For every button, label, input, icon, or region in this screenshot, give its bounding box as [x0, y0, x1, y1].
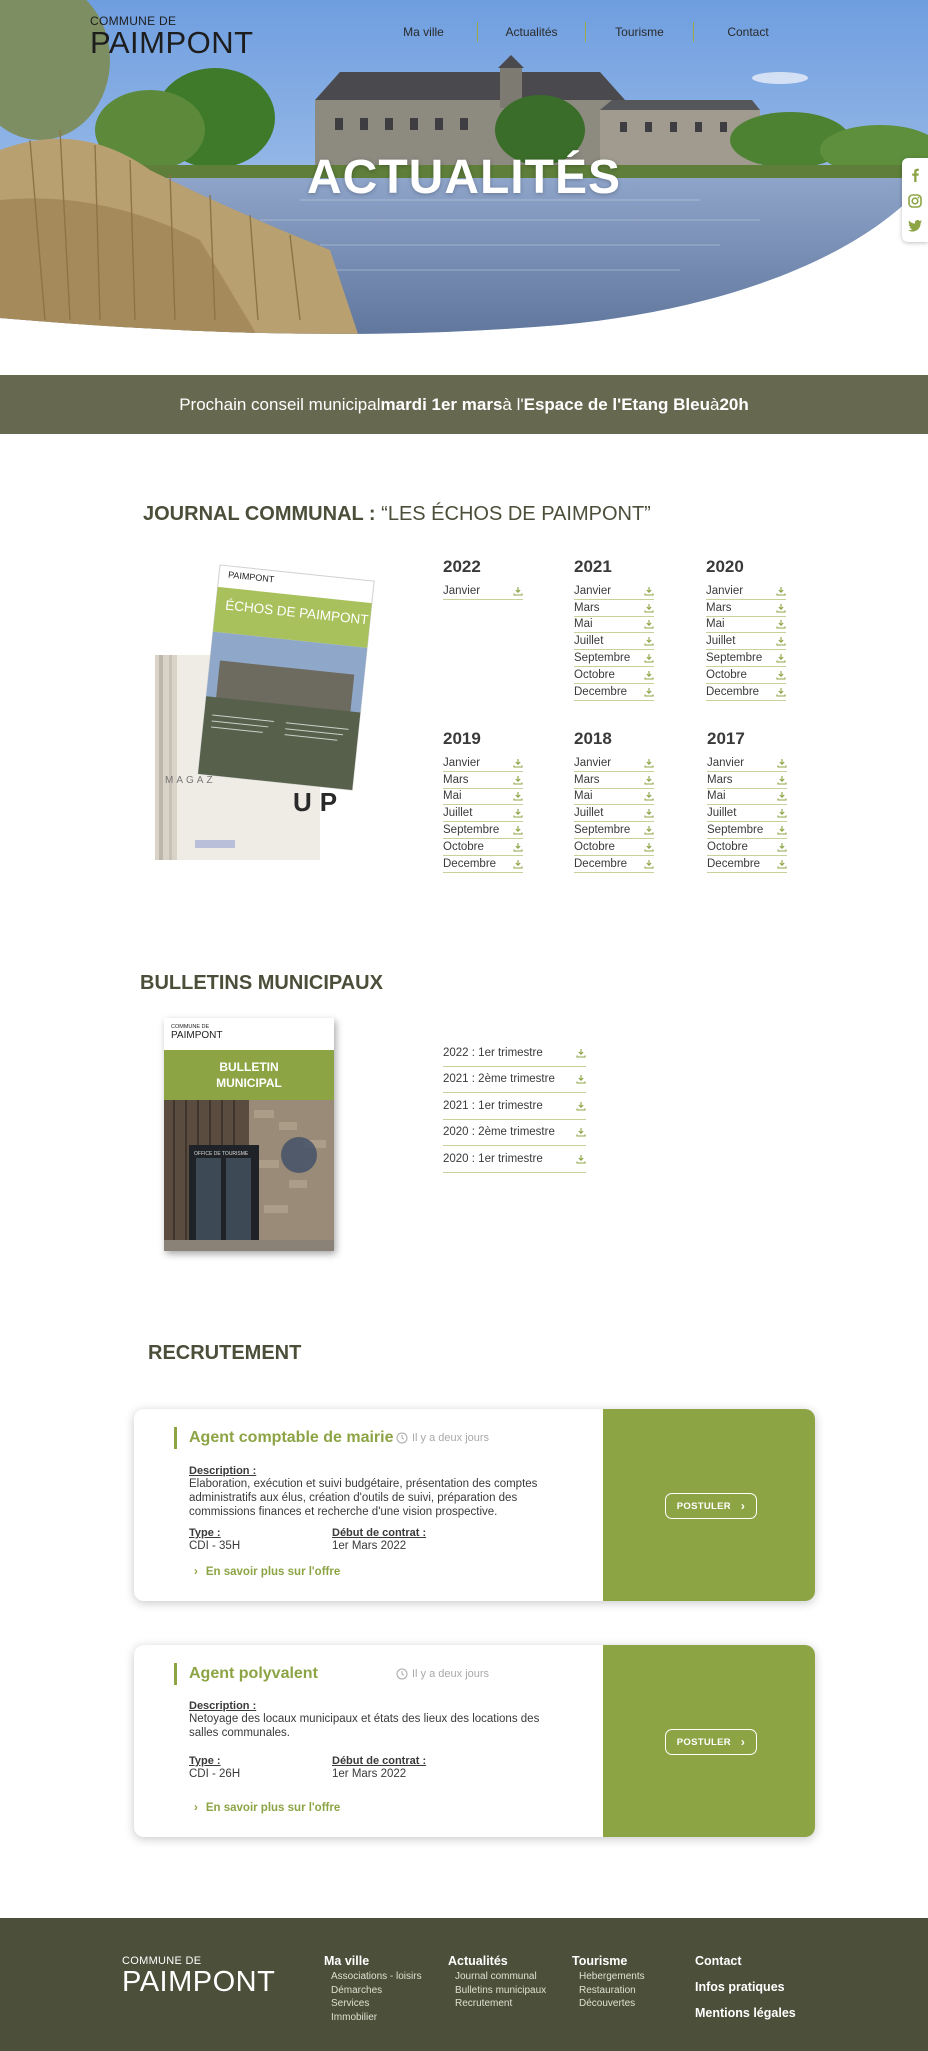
download-icon	[776, 687, 786, 697]
footer-logo[interactable]	[122, 1955, 275, 1997]
month-link[interactable]	[574, 600, 654, 617]
month-link[interactable]	[443, 583, 523, 600]
month-label: Mai	[574, 790, 593, 803]
month-label: Mai	[574, 618, 593, 631]
hero	[0, 0, 928, 340]
bulletin-link[interactable]	[443, 1120, 586, 1147]
year-label: 2019	[443, 729, 481, 748]
month-label: Octobre	[443, 840, 484, 853]
apply-button[interactable]	[665, 1493, 757, 1519]
download-icon	[777, 842, 787, 852]
month-link[interactable]	[707, 822, 787, 839]
job-desc-label: Description :	[189, 1700, 257, 1712]
download-icon	[644, 687, 654, 697]
banner-date: mardi 1er mars	[380, 394, 503, 414]
month-label: Octobre	[574, 668, 615, 681]
banner-text-2: à l'	[502, 394, 524, 414]
month-link[interactable]	[574, 755, 654, 772]
month-label: Janvier	[574, 584, 612, 597]
job-more-link[interactable]	[194, 1566, 340, 1578]
month-label: Mars	[707, 773, 733, 786]
download-icon	[576, 1127, 586, 1137]
download-icon	[644, 808, 654, 818]
download-icon	[576, 1154, 586, 1164]
month-link[interactable]	[574, 856, 654, 873]
footer-link-mentions[interactable]: Mentions légales	[695, 2006, 796, 2020]
month-link[interactable]	[574, 822, 654, 839]
month-link[interactable]	[574, 617, 654, 634]
month-link[interactable]	[574, 789, 654, 806]
download-icon	[513, 791, 523, 801]
month-link[interactable]	[443, 839, 523, 856]
job-meta	[189, 1755, 475, 1781]
footer-link-contact[interactable]: Contact	[695, 1954, 742, 1968]
month-link[interactable]	[707, 856, 787, 873]
download-icon	[513, 842, 523, 852]
month-label: Decembre	[707, 857, 761, 870]
footer-link[interactable]: Services	[331, 1998, 370, 2009]
download-icon	[513, 808, 523, 818]
year-col-2019	[443, 729, 523, 873]
month-label: Decembre	[574, 857, 628, 870]
bulletin-label: 2021 : 1er trimestre	[443, 1099, 543, 1112]
year-label: 2020	[706, 557, 744, 576]
banner-text-3: à	[710, 394, 720, 414]
download-icon	[776, 653, 786, 663]
download-icon	[513, 775, 523, 785]
download-icon	[513, 825, 523, 835]
apply-label: POSTULER	[676, 1500, 731, 1512]
footer-col-links	[695, 1954, 796, 2032]
month-label: Janvier	[443, 584, 481, 597]
job-type-label: Type :	[189, 1527, 221, 1539]
month-label: Juillet	[443, 807, 473, 820]
bulletin-label: 2020 : 1er trimestre	[443, 1152, 543, 1165]
facebook-icon[interactable]	[909, 168, 921, 182]
footer-col-ma-ville	[324, 1954, 422, 2024]
apply-label: POSTULER	[676, 1736, 731, 1748]
job-start	[332, 1527, 475, 1553]
job-title: Agent polyvalent	[189, 1665, 318, 1682]
download-icon	[513, 859, 523, 869]
job-card	[134, 1645, 815, 1837]
bulletin-link[interactable]	[443, 1067, 586, 1094]
month-label: Mai	[707, 790, 726, 803]
nav-actualites[interactable]: Actualités	[478, 22, 586, 42]
month-label: Septembre	[574, 824, 631, 837]
download-icon	[777, 825, 787, 835]
job-start-value: 1er Mars 2022	[332, 1768, 407, 1780]
job-apply-panel	[603, 1645, 815, 1837]
download-icon	[776, 636, 786, 646]
month-link[interactable]	[443, 772, 523, 789]
job-accent-bar	[174, 1663, 177, 1685]
month-label: Janvier	[443, 756, 481, 769]
job-posted-text: Il y a deux jours	[412, 1668, 490, 1680]
job-posted	[396, 1668, 489, 1680]
download-icon	[644, 653, 654, 663]
main-nav	[370, 22, 802, 42]
bulletin-cover-logo-line2: PAIMPONT	[171, 1030, 223, 1041]
month-label: Janvier	[707, 756, 745, 769]
month-link[interactable]	[707, 839, 787, 856]
download-icon	[776, 603, 786, 613]
bulletins-section-title: BULLETINS MUNICIPAUX	[140, 972, 383, 994]
job-start-label: Début de contrat :	[332, 1527, 427, 1539]
job-type	[189, 1755, 332, 1781]
job-desc-label: Description :	[189, 1465, 257, 1477]
footer-link[interactable]: Hebergements	[579, 1971, 645, 1982]
journal-back-text: MAGAZ	[165, 775, 216, 786]
bulletin-link[interactable]	[443, 1040, 586, 1067]
bulletin-label: 2021 : 2ème trimestre	[443, 1073, 555, 1086]
journal-section-title	[143, 503, 651, 526]
footer-link[interactable]: Associations - loisirs	[331, 1971, 422, 1982]
month-label: Septembre	[706, 652, 763, 665]
month-label: Septembre	[443, 824, 500, 837]
month-link[interactable]	[574, 583, 654, 600]
footer-col-actualites	[448, 1954, 546, 2011]
year-label: 2022	[443, 557, 481, 576]
bulletin-cover-logo-line1: COMMUNE DE	[171, 1024, 210, 1030]
download-icon	[644, 603, 654, 613]
download-icon	[776, 586, 786, 596]
month-label: Decembre	[443, 857, 497, 870]
job-type-value: CDI - 26H	[189, 1768, 241, 1780]
footer-logo-line2: PAIMPONT	[122, 1966, 276, 1998]
download-icon	[644, 758, 654, 768]
download-icon	[644, 619, 654, 629]
year-col-2022	[443, 557, 523, 600]
council-banner	[0, 375, 928, 434]
download-icon	[777, 808, 787, 818]
footer-link[interactable]: Recrutement	[455, 1998, 513, 2009]
download-icon	[576, 1074, 586, 1084]
download-icon	[644, 859, 654, 869]
footer-link[interactable]: Bulletins municipaux	[455, 1984, 547, 1996]
month-link[interactable]	[443, 755, 523, 772]
clock-icon	[396, 1668, 408, 1680]
month-link[interactable]	[574, 772, 654, 789]
header-logo[interactable]	[90, 14, 254, 58]
bulletin-cover-photo	[164, 1100, 334, 1251]
chevron-right-icon: ›	[194, 1802, 198, 1814]
download-icon	[644, 842, 654, 852]
year-col-2017	[707, 729, 787, 873]
journal-back-letters: UP	[293, 787, 346, 817]
nav-contact[interactable]: Contact	[727, 25, 769, 39]
download-icon	[513, 586, 523, 596]
social-bar	[902, 158, 928, 242]
month-label: Mars	[443, 773, 469, 786]
footer-link-infos[interactable]: Infos pratiques	[695, 1980, 785, 1994]
journal-title-quote: “LES ÉCHOS DE PAIMPONT”	[381, 503, 651, 525]
month-label: Mai	[443, 790, 462, 803]
download-icon	[513, 758, 523, 768]
job-start-label: Début de contrat :	[332, 1755, 427, 1767]
bulletin-link[interactable]	[443, 1146, 586, 1173]
month-label: Octobre	[706, 668, 747, 681]
month-link[interactable]	[706, 600, 786, 617]
month-link[interactable]	[574, 633, 654, 650]
footer-col-title[interactable]: Tourisme	[572, 1954, 628, 1968]
job-description	[189, 1700, 559, 1740]
month-label: Octobre	[574, 840, 615, 853]
instagram-icon[interactable]	[908, 194, 922, 208]
month-link[interactable]	[706, 633, 786, 650]
month-label: Mars	[706, 601, 732, 614]
chevron-right-icon: ›	[194, 1566, 198, 1578]
month-link[interactable]	[707, 772, 787, 789]
footer-logo-line1: COMMUNE DE	[122, 1955, 202, 1967]
month-link[interactable]	[443, 805, 523, 822]
download-icon	[644, 825, 654, 835]
month-link[interactable]	[443, 789, 523, 806]
download-icon	[644, 636, 654, 646]
journal-cover-logo: PAIMPONT	[227, 569, 275, 585]
footer-link[interactable]: Restauration	[579, 1984, 636, 1996]
month-label: Juillet	[706, 635, 736, 648]
job-desc-text: Netoyage des locaux municipaux et états des lieux des locations des salles communales.	[189, 1713, 540, 1739]
bulletin-label: 2022 : 1er trimestre	[443, 1046, 543, 1059]
job-description	[189, 1465, 559, 1519]
nav-ma-ville[interactable]: Ma ville	[370, 22, 478, 42]
month-label: Juillet	[574, 807, 604, 820]
month-label: Septembre	[574, 652, 631, 665]
bulletin-cover-title1: BULLETIN	[219, 1060, 279, 1074]
job-type-value: CDI - 35H	[189, 1540, 241, 1552]
chevron-right-icon: ›	[740, 1499, 746, 1513]
month-label: Mars	[574, 601, 600, 614]
banner-text-1: Prochain conseil municipal	[179, 394, 381, 414]
footer-link[interactable]: Immobilier	[331, 2011, 378, 2023]
bulletin-link[interactable]	[443, 1093, 586, 1120]
journal-title-bold: JOURNAL COMMUNAL :	[143, 503, 382, 525]
job-apply-panel	[603, 1409, 815, 1601]
month-link[interactable]	[706, 650, 786, 667]
month-label: Juillet	[707, 807, 737, 820]
year-col-2021	[574, 557, 654, 701]
month-link[interactable]	[443, 856, 523, 873]
month-link[interactable]	[707, 755, 787, 772]
bulletin-label: 2020 : 2ème trimestre	[443, 1126, 555, 1139]
year-label: 2017	[707, 729, 745, 748]
month-label: Octobre	[707, 840, 748, 853]
bulletin-cover-image	[164, 1018, 334, 1251]
logo-line2: PAIMPONT	[90, 25, 254, 60]
page-title: ACTUALITÉS	[307, 151, 621, 204]
month-label: Septembre	[707, 824, 764, 837]
footer-col-title[interactable]: Actualités	[448, 1954, 508, 1968]
journal-cover-title: ÉCHOS DE PAIMPONT	[224, 597, 370, 628]
job-more-text: En savoir plus sur l'offre	[205, 1802, 341, 1814]
bulletin-cover-band	[164, 1050, 334, 1100]
job-card	[134, 1409, 815, 1601]
banner-time: 20h	[719, 394, 749, 414]
month-link[interactable]	[706, 617, 786, 634]
job-more-link[interactable]	[194, 1802, 340, 1814]
year-label: 2018	[574, 729, 612, 748]
job-accent-bar	[174, 1427, 177, 1449]
download-icon	[644, 791, 654, 801]
bulletin-cover-sign: OFFICE DE TOURISME	[194, 1151, 249, 1157]
month-label: Janvier	[574, 756, 612, 769]
month-label: Decembre	[574, 685, 628, 698]
job-type-label: Type :	[189, 1755, 221, 1767]
month-label: Decembre	[706, 685, 760, 698]
download-icon	[644, 775, 654, 785]
month-link[interactable]	[706, 667, 786, 684]
footer-link[interactable]: Démarches	[331, 1984, 383, 1996]
job-more-text: En savoir plus sur l'offre	[205, 1566, 341, 1578]
download-icon	[777, 758, 787, 768]
download-icon	[644, 670, 654, 680]
footer-col-tourisme	[572, 1954, 645, 2011]
banner-place: Espace de l'Etang Bleu	[523, 394, 710, 414]
year-label: 2021	[574, 557, 612, 576]
month-link[interactable]	[707, 805, 787, 822]
job-desc-text: Elaboration, exécution et suivi budgétaire, présentation des comptes administratifs aux élus, création d'outils de suivi, préparation des commissions finances et recherche d'une vision prospective.	[189, 1478, 538, 1518]
month-link[interactable]	[574, 667, 654, 684]
job-start	[332, 1755, 475, 1781]
month-label: Janvier	[706, 584, 744, 597]
footer-col-title[interactable]: Ma ville	[324, 1954, 370, 1968]
nav-tourisme[interactable]: Tourisme	[586, 22, 694, 42]
footer-link[interactable]: Journal communal	[455, 1971, 537, 1982]
footer	[0, 1918, 928, 2051]
month-link[interactable]	[706, 684, 786, 701]
download-icon	[576, 1101, 586, 1111]
bulletin-cover-title2: MUNICIPAL	[216, 1076, 282, 1090]
month-link[interactable]	[574, 805, 654, 822]
job-meta	[189, 1527, 475, 1553]
job-start-value: 1er Mars 2022	[332, 1540, 407, 1552]
month-link[interactable]	[574, 684, 654, 701]
job-posted	[396, 1432, 489, 1444]
download-icon	[776, 619, 786, 629]
download-icon	[776, 670, 786, 680]
recrutement-section-title: RECRUTEMENT	[148, 1342, 302, 1364]
apply-button[interactable]	[665, 1729, 757, 1755]
download-icon	[777, 859, 787, 869]
job-title: Agent comptable de mairie	[189, 1429, 394, 1446]
job-type	[189, 1527, 332, 1553]
twitter-icon[interactable]	[908, 220, 922, 232]
footer-link[interactable]: Découvertes	[579, 1998, 636, 2009]
month-link[interactable]	[574, 650, 654, 667]
year-col-2018	[574, 729, 654, 873]
year-col-2020	[706, 557, 786, 701]
download-icon	[644, 586, 654, 596]
month-link[interactable]	[443, 822, 523, 839]
clock-icon	[396, 1432, 408, 1444]
download-icon	[777, 775, 787, 785]
month-label: Juillet	[574, 635, 604, 648]
journal-cover-image	[150, 560, 380, 865]
download-icon	[576, 1048, 586, 1058]
month-link[interactable]	[707, 789, 787, 806]
month-label: Mai	[706, 618, 725, 631]
month-link[interactable]	[574, 839, 654, 856]
month-link[interactable]	[706, 583, 786, 600]
month-label: Mars	[574, 773, 600, 786]
bulletins-list	[443, 1040, 586, 1173]
download-icon	[777, 791, 787, 801]
job-posted-text: Il y a deux jours	[412, 1432, 490, 1444]
logo-line1: COMMUNE DE	[90, 14, 177, 28]
chevron-right-icon: ›	[740, 1735, 746, 1749]
